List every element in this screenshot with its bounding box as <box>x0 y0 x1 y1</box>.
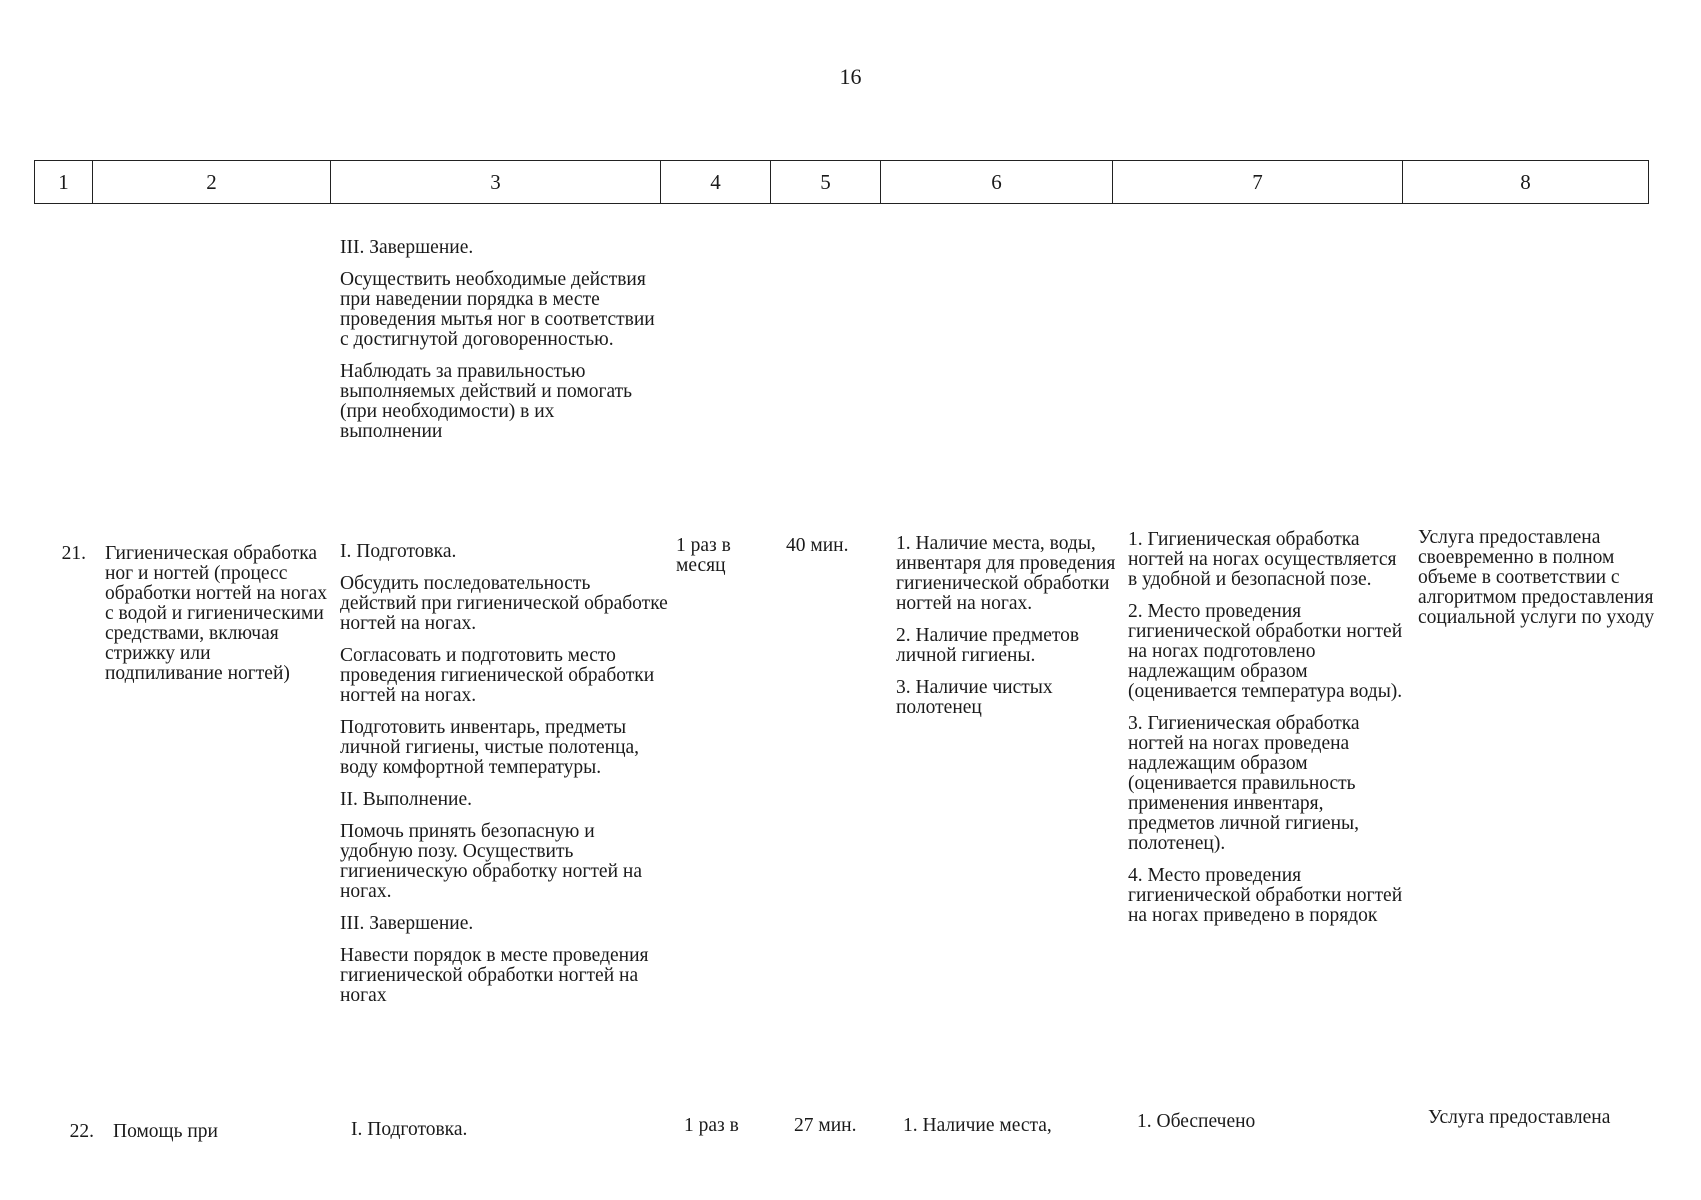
service-content <box>351 1120 651 1152</box>
column-header-8: 8 <box>1403 161 1649 203</box>
continuation-paragraph: III. Завершение. <box>340 237 474 258</box>
service-conditions <box>903 1116 1129 1148</box>
condition-item: 1. Наличие места, <box>903 1115 1052 1136</box>
service-conditions <box>896 534 1122 730</box>
content-paragraph: Навести порядок в месте проведения гигиенической обработки ногтей на ногах <box>340 945 649 1006</box>
content-paragraph: Подготовить инвентарь, предметы личной гигиены, чистые полотенца, воду комфортной температуры. <box>340 717 640 778</box>
column-header-6: 6 <box>881 161 1113 203</box>
indicator-item: 1. Гигиеническая обработка ногтей на ногах осуществляется в удобной и безопасной позе. <box>1128 529 1397 590</box>
service-frequency: 1 раз в месяц <box>676 535 731 576</box>
service-time: 40 мин. <box>786 535 849 556</box>
service-name: Помощь при <box>113 1121 218 1142</box>
content-paragraph: Помочь принять безопасную и удобную позу. Осуществить гигиеническую обработку ногтей на ногах. <box>340 821 642 902</box>
content-paragraph: Согласовать и подготовить место проведения гигиенической обработки ногтей на ногах. <box>340 645 655 706</box>
column-header-1: 1 <box>35 161 93 203</box>
column-header-4: 4 <box>661 161 771 203</box>
page-number: 16 <box>839 64 862 89</box>
condition-item: 3. Наличие чистых полотенец <box>896 677 1053 718</box>
column-header-5: 5 <box>771 161 881 203</box>
indicator-item: 2. Место проведения гигиенической обработки ногтей на ногах подготовлено надлежащим образом (оценивается температура воды). <box>1128 601 1403 702</box>
row-number: 22. <box>69 1121 94 1142</box>
service-time: 27 мин. <box>794 1115 857 1136</box>
service-indicators <box>1128 530 1410 938</box>
content-paragraph: I. Подготовка. <box>351 1119 468 1140</box>
condition-item: 1. Наличие места, воды, инвентаря для проведения гигиенической обработки ногтей на ногах. <box>896 533 1116 614</box>
service-content <box>340 542 670 1018</box>
service-frequency: 1 раз в <box>684 1115 739 1136</box>
column-header-7: 7 <box>1113 161 1403 203</box>
table-header <box>34 160 1649 204</box>
continuation-paragraph: Осуществить необходимые действия при наведении порядка в месте проведения мытья ног в соответствии с достигнутой договоренностью. <box>340 269 655 350</box>
service-result: Услуга предоставлена своевременно в полном объеме в соответствии с алгоритмом предоставления социальной услуги по уходу <box>1418 527 1655 628</box>
column-header-3: 3 <box>331 161 661 203</box>
service-indicators <box>1137 1112 1397 1144</box>
service-result: Услуга предоставлена <box>1428 1107 1611 1128</box>
indicator-item: 1. Обеспечено <box>1137 1111 1256 1132</box>
continuation-content <box>340 238 660 454</box>
service-name: Гигиеническая обработка ног и ногтей (процесс обработки ногтей на ногах с водой и гигиеническими средствами, включая стрижку или подпиливание ногтей) <box>105 543 328 684</box>
column-header-2: 2 <box>93 161 331 203</box>
condition-item: 2. Наличие предметов личной гигиены. <box>896 625 1080 666</box>
continuation-paragraph: Наблюдать за правильностью выполняемых действий и помогать (при необходимости) в их выполнении <box>340 361 633 442</box>
content-paragraph: Обсудить последовательность действий при гигиенической обработке ногтей на ногах. <box>340 573 668 634</box>
indicator-item: 3. Гигиеническая обработка ногтей на ногах проведена надлежащим образом (оценивается правильность применения инвентаря, предметов личной гигиены, полотенец). <box>1128 713 1360 854</box>
content-paragraph: I. Подготовка. <box>340 541 457 562</box>
content-paragraph: II. Выполнение. <box>340 789 472 810</box>
content-paragraph: III. Завершение. <box>340 913 474 934</box>
indicator-item: 4. Место проведения гигиенической обработки ногтей на ногах приведено в порядок <box>1128 865 1403 926</box>
row-number: 21. <box>61 543 86 564</box>
